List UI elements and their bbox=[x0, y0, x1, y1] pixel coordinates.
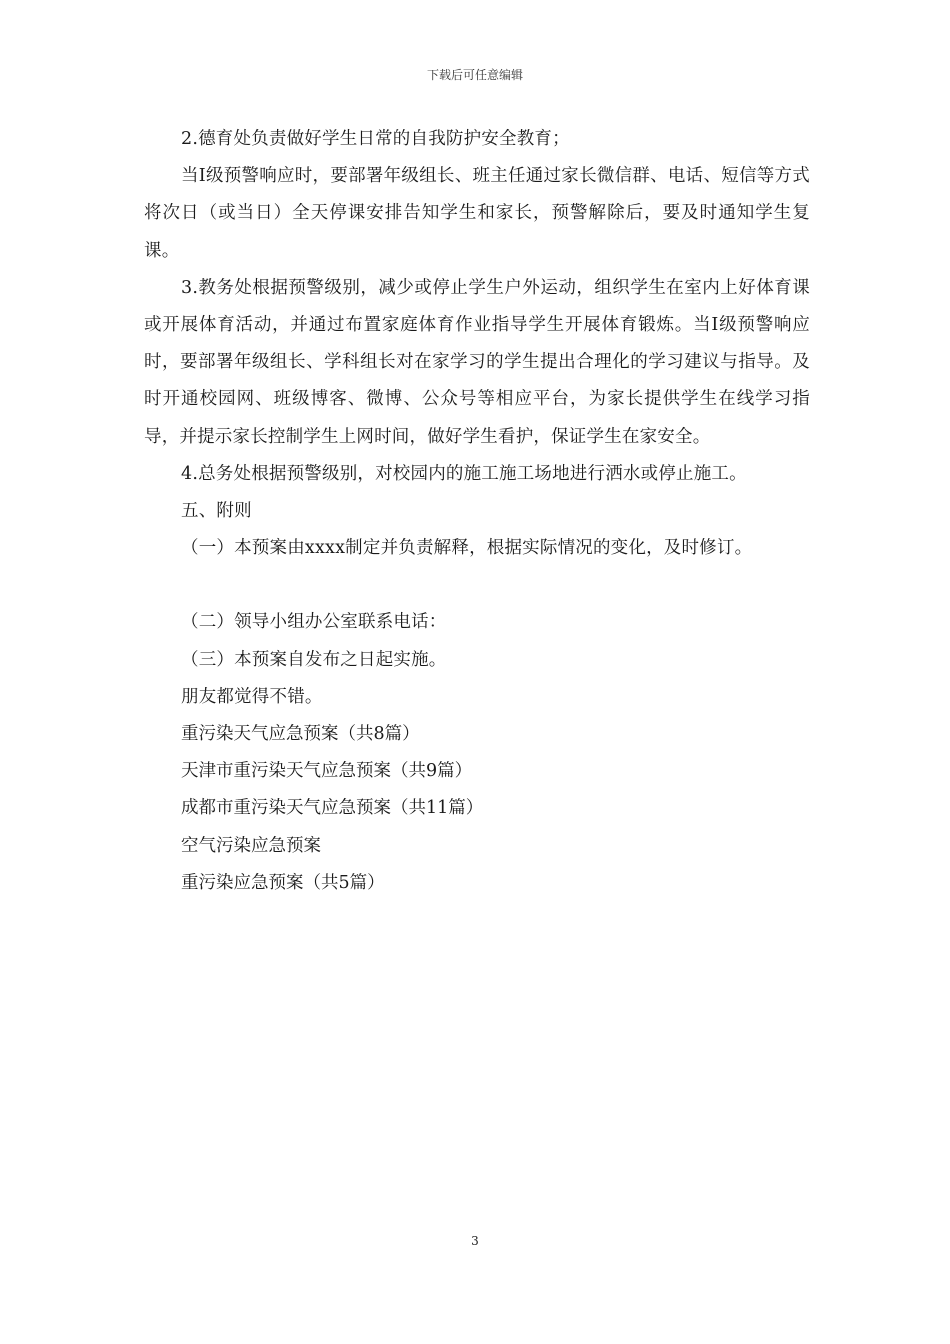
appendix-item-2: （二）领导小组办公室联系电话： bbox=[181, 612, 447, 633]
page-header-note: 下载后可任意编辑 bbox=[426, 68, 523, 82]
page-number: 3 bbox=[471, 1234, 479, 1248]
related-article[interactable]: 空气污染应急预案 bbox=[181, 835, 321, 856]
appendix-item-1: （一）本预案由xxxx制定并负责解释，根据实际情况的变化，及时修订。 bbox=[181, 538, 753, 559]
related-article[interactable]: 成都市重污染天气应急预案（共11篇） bbox=[181, 798, 484, 819]
friends-note: 朋友都觉得不错。 bbox=[181, 686, 323, 707]
paragraph-general-affairs: 4.总务处根据预警级别，对校园内的施工施工场地进行洒水或停止施工。 bbox=[181, 463, 747, 484]
paragraph-moral-education: 2.德育处负责做好学生日常的自我防护安全教育； bbox=[181, 129, 570, 149]
appendix-item-3: （三）本预案自发布之日起实施。 bbox=[181, 649, 447, 670]
blank-line bbox=[144, 567, 810, 604]
related-article[interactable]: 重污染应急预案（共5篇） bbox=[181, 872, 385, 893]
related-article[interactable]: 重污染天气应急预案（共8篇） bbox=[181, 724, 420, 745]
document-body bbox=[144, 121, 810, 902]
paragraph-academic-affairs: 3.教务处根据预警级别，减少或停止学生户外运动，组织学生在室内上好体育课或开展体育活动，并通过布置家庭体育作业指导学生开展体育锻炼。当Ⅰ级预警响应时，要部署年级组长、学科组长对在家学习的学生提出合理化的学习建议与指导。及时开通校园网、班级博客、微博、公众号等相应平台，为家长提供学生在线学习指导，并提示家长控制学生上网时间，做好学生看护，保证学生在家安全。 bbox=[144, 277, 810, 447]
section-heading-appendix: 五、附则 bbox=[181, 501, 252, 522]
paragraph-level1-warning: 当Ⅰ级预警响应时，要部署年级组长、班主任通过家长微信群、电话、短信等方式将次日（或当日）全天停课安排告知学生和家长，预警解除后，要及时通知学生复课。 bbox=[144, 166, 810, 261]
related-article[interactable]: 天津市重污染天气应急预案（共9篇） bbox=[181, 761, 473, 782]
